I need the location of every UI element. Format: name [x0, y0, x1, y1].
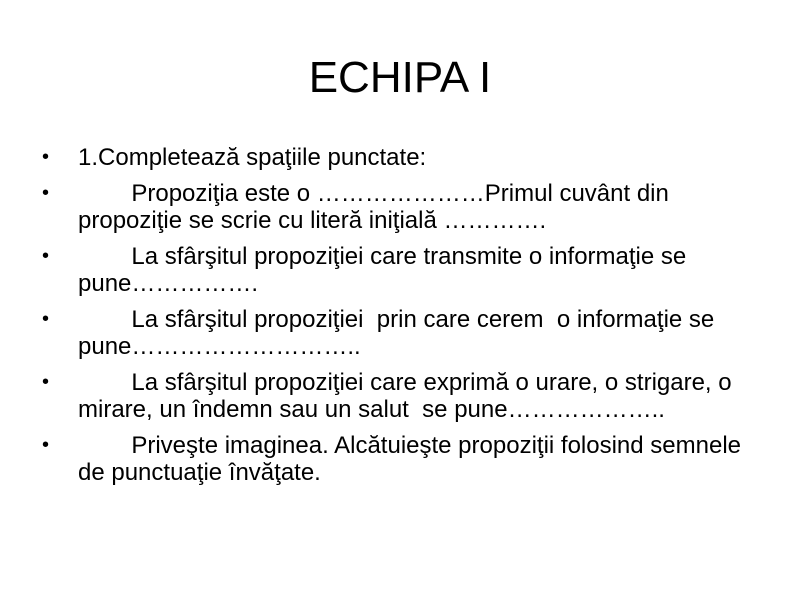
bullet-text: La sfârşitul propoziţiei care transmite o informaţie se pune…………….	[78, 243, 693, 297]
bullet-item	[40, 144, 760, 171]
bullet-item	[40, 306, 760, 360]
bullet-item	[40, 432, 760, 486]
bullet-dot-icon: •	[42, 245, 50, 267]
bullet-item	[40, 243, 760, 297]
bullet-list	[40, 144, 760, 495]
bullet-text: La sfârşitul propoziţiei care exprimă o urare, o strigare, o mirare, un îndemn sau un salut se pune………………..	[78, 369, 739, 423]
bullet-item	[40, 369, 760, 423]
slide-title: ECHIPA I	[308, 53, 492, 102]
bullet-dot-icon: •	[42, 182, 50, 204]
bullet-dot-icon: •	[42, 371, 50, 393]
bullet-text: 1.Completează spaţiile punctate:	[78, 144, 427, 171]
bullet-item	[40, 180, 760, 234]
bullet-text: Propoziţia este o …………………Primul cuvânt din propoziţie se scrie cu literă iniţială ………….	[78, 180, 676, 234]
bullet-text: La sfârşitul propoziţiei prin care cerem o informaţie se pune………………………..	[78, 306, 721, 360]
bullet-dot-icon: •	[42, 146, 50, 168]
bullet-dot-icon: •	[42, 434, 50, 456]
bullet-text: Priveşte imaginea. Alcătuieşte propoziţii folosind semnele de punctuaţie învăţate.	[78, 432, 748, 486]
bullet-dot-icon: •	[42, 308, 50, 330]
